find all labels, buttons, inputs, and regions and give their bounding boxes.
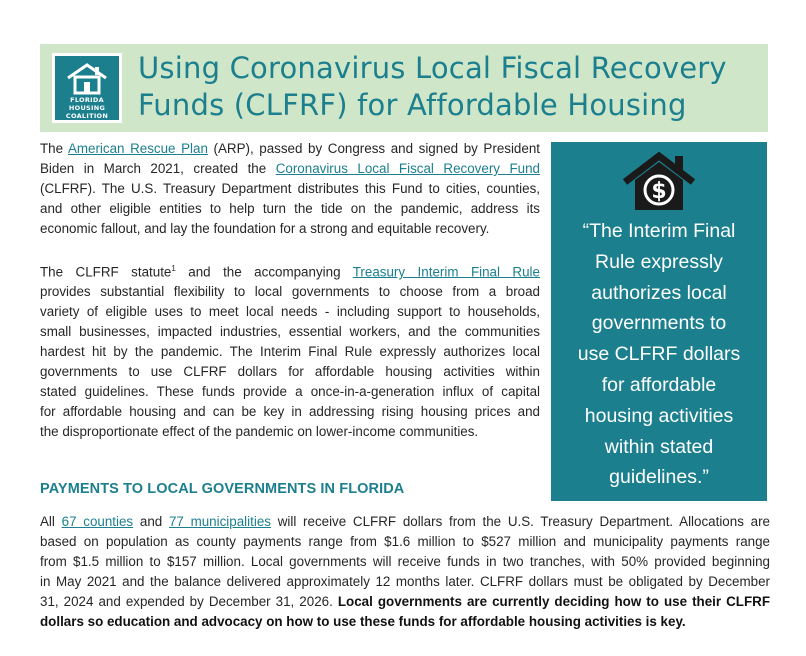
statute-paragraph <box>40 259 540 442</box>
quote-line-9: guidelines.” <box>609 466 709 489</box>
payments-line-5 <box>40 592 770 612</box>
payments-line-1 <box>40 512 770 532</box>
house-dollar-icon <box>619 150 699 212</box>
logo-text-line-3: COALITION <box>65 112 109 120</box>
statute-line-2: provides substantial flexibility to local governments to choose from a broad <box>40 284 540 300</box>
intro-text-2: Biden in March 2021, created the <box>40 161 276 176</box>
intro-line-4: and other eligible entities to help turn the tide on the pandemic, address its <box>40 201 540 216</box>
municipalities-link[interactable]: 77 municipalities <box>168 514 271 529</box>
logo-text-line-2: HOUSING <box>68 104 106 112</box>
american-rescue-plan-link[interactable]: American Rescue Plan <box>67 141 208 156</box>
counties-link[interactable]: 67 counties <box>61 514 134 529</box>
page-title <box>138 50 727 124</box>
quote-line-8: within stated <box>604 435 714 458</box>
payments-bold-text-1: Local governments are currently deciding how to use their CLFRF <box>337 594 771 609</box>
house-icon <box>65 61 109 95</box>
payments-text-2: and <box>133 514 169 529</box>
treasury-interim-final-rule-link[interactable]: Treasury Interim Final Rule <box>352 264 540 280</box>
pull-quote-text <box>551 216 767 493</box>
statute-line-9: the disproportionate effect of the pandemic on lower-income communities. <box>40 424 479 440</box>
intro-line-5: economic fallout, and lay the foundation for a strong and equitable recovery. <box>40 221 490 236</box>
statute-line-5: hardest hit by the pandemic. The Interim Final Rule expressly authorizes local <box>40 344 540 360</box>
intro-paragraph <box>40 139 540 239</box>
statute-line-7: stated guidelines. These funds provide a once-in-a-generation influx of capital <box>40 384 540 400</box>
header-banner <box>40 44 768 132</box>
statute-text-1: The CLFRF statute <box>40 264 172 280</box>
quote-line-5: use CLFRF dollars <box>577 343 741 366</box>
footnote-marker: 1 <box>171 264 176 273</box>
statute-line-4: small businesses, impacted industries, essential workers, and the communities <box>40 324 540 340</box>
payments-line-3: from $1.5 million to $157 million. Local governments will receive funds in two tranches, with 50% provided beginning <box>40 554 770 569</box>
payments-paragraph <box>40 512 770 632</box>
logo-text-line-1: FLORIDA <box>70 96 104 104</box>
payments-line-6: dollars so education and advocacy on how to use these funds for affordable housing activities is key. <box>40 614 686 629</box>
statute-text-2: and the accompanying <box>175 264 353 280</box>
statute-line-8: for affordable housing and can be key in addressing rising housing prices and <box>40 404 540 420</box>
quote-line-2: Rule expressly <box>595 250 723 273</box>
intro-line-2 <box>40 159 540 179</box>
title-line-2: Funds (CLFRF) for Affordable Housing <box>138 88 687 122</box>
payments-section-heading: PAYMENTS TO LOCAL GOVERNMENTS IN FLORIDA <box>40 481 405 497</box>
statute-line-1 <box>40 259 540 282</box>
quote-line-6: for affordable <box>601 373 717 396</box>
quote-line-1: “The Interim Final <box>582 220 736 242</box>
intro-text-1: (ARP), passed by Congress and signed by President <box>207 141 540 156</box>
clfrf-link[interactable]: Coronavirus Local Fiscal Recovery Fund <box>275 161 540 176</box>
payments-line-4: in May 2021 and the balance delivered approximately 12 months later. CLFRF dollars must be obligated by December <box>40 574 770 589</box>
quote-line-3: authorizes local <box>591 281 727 304</box>
payments-line-2: based on population as county payments range from $1.6 million to $527 million and municipality payments range <box>40 534 770 549</box>
statute-line-6: governments to use CLFRF dollars for affordable housing activities within <box>40 364 540 380</box>
quote-line-7: housing activities <box>584 404 734 427</box>
florida-housing-coalition-logo <box>52 53 122 123</box>
payments-text-1: All <box>40 514 62 529</box>
quote-line-4: governments to <box>591 312 727 335</box>
intro-line-3: (CLFRF). The U.S. Treasury Department distributes this Fund to cities, counties, <box>40 181 540 196</box>
statute-line-3: variety of eligible uses to meet local needs - including support to households, <box>40 304 540 320</box>
svg-text:$: $ <box>651 179 667 204</box>
intro-line-1: The American Rescue Plan (ARP), passed by Congress and signed by President <box>40 141 540 156</box>
payments-text-3: will receive CLFRF dollars from the U.S. Treasury Department. Allocations are <box>270 514 770 529</box>
pull-quote-box <box>551 142 767 501</box>
payments-text-4: 31, 2024 and expended by December 31, 2026. <box>40 594 338 609</box>
title-line-1: Using Coronavirus Local Fiscal Recovery <box>138 51 727 85</box>
